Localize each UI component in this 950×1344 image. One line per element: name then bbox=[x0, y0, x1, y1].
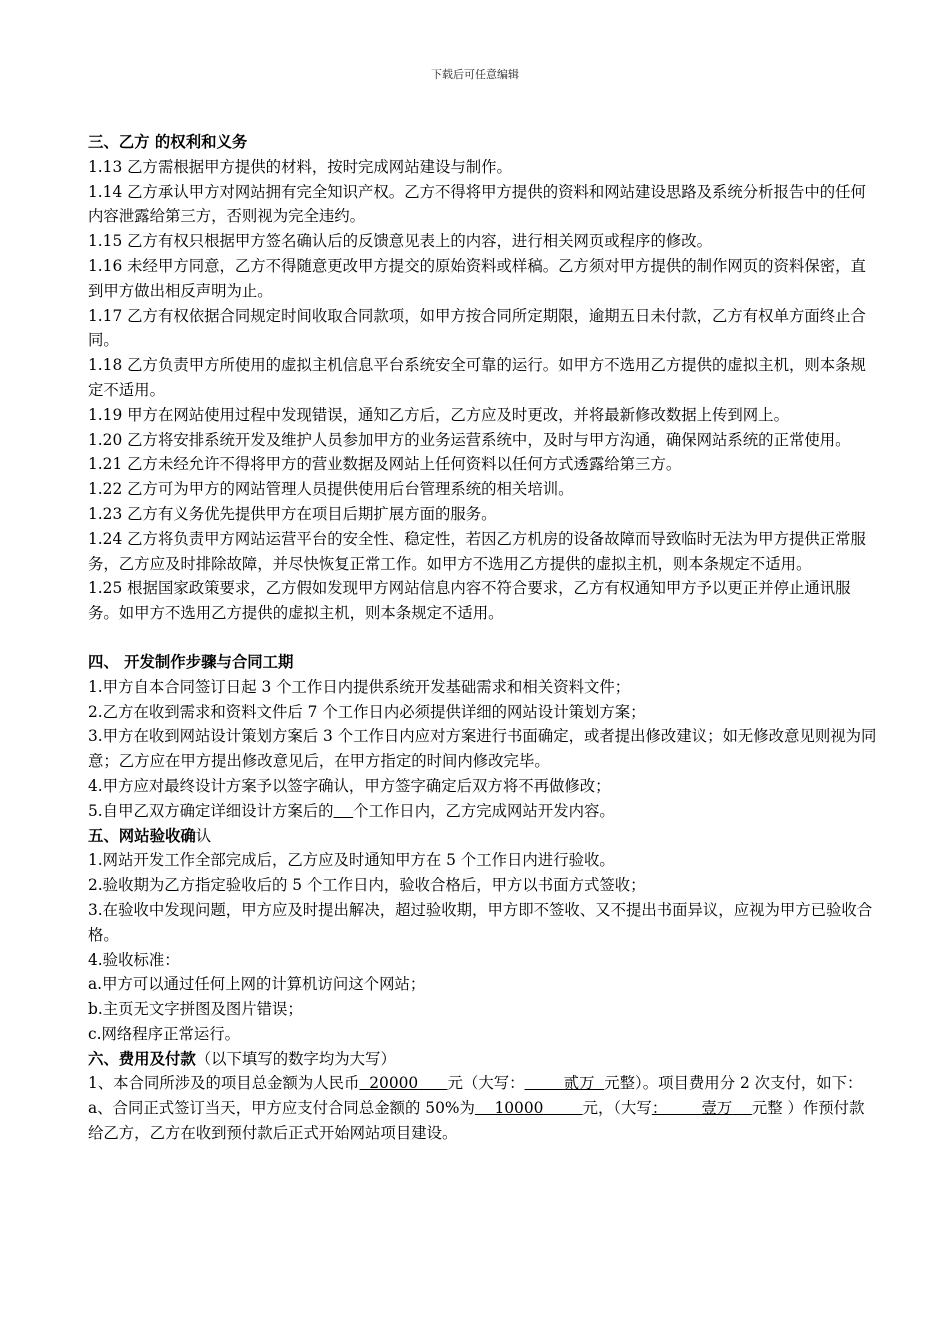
section-6-title: 六、费用及付款（以下填写的数字均为大写） bbox=[88, 1049, 396, 1068]
clause: 1.16 未经甲方同意，乙方不得随意更改甲方提交的原始资料或样稿。乙方须对甲方提供的制作网页的资料保密，直到甲方做出相反声明为止。 bbox=[88, 256, 866, 300]
acceptance-item: b.主页无文字拼图及图片错误； bbox=[88, 1000, 303, 1019]
section-5-title: 五、网站验收确认 bbox=[88, 826, 212, 845]
clause: 1.22 乙方可为甲方的网站管理人员提供使用后台管理系统的相关培训。 bbox=[88, 480, 574, 499]
section-3-title: 三、乙方 的权利和义务 bbox=[88, 133, 248, 151]
section-4-step-5: 5.自甲乙双方确定详细设计方案后的 个工作日内，乙方完成网站开发内容。 bbox=[88, 801, 615, 820]
clause: 1.14 乙方承认甲方对网站拥有完全知识产权。乙方不得将甲方提供的资料和网站建设思路及系统分析报告中的任何内容泄露给第三方，否则视为完全违约。 bbox=[88, 182, 866, 226]
acceptance-item: 2.验收期为乙方指定验收后的 5 个工作日内，验收合格后，甲方以书面方式签收； bbox=[88, 876, 646, 895]
clause: 1.23 乙方有义务优先提供甲方在项目后期扩展方面的服务。 bbox=[88, 504, 497, 523]
clause: 1.19 甲方在网站使用过程中发现错误，通知乙方后，乙方应及时更改，并将最新修改数据上传到网上。 bbox=[88, 405, 789, 424]
acceptance-item: 1.网站开发工作全部完成后，乙方应及时通知甲方在 5 个工作日内进行验收。 bbox=[88, 851, 615, 870]
clause: 1.13 乙方需根据甲方提供的材料，按时完成网站建设与制作。 bbox=[88, 157, 512, 176]
total-amount: 20000 bbox=[369, 1074, 419, 1093]
clause: 1.17 乙方有权依据合同规定时间收取合同款项，如甲方按合同所定期限，逾期五日未付款，乙方有权单方面终止合同。 bbox=[88, 306, 866, 350]
step: 3.甲方在收到网站设计策划方案后 3 个工作日内应对方案进行书面确定，或者提出修改建议；如无修改意见则视为同意；乙方应在甲方提出修改意见后，在甲方指定的时间内修改完毕。 bbox=[88, 727, 877, 771]
payment-total-clause: 1、本合同所涉及的项目总金额为人民币 20000 元（大写： 贰万 元整）。项目费用分 2 次支付，如下： bbox=[88, 1074, 863, 1093]
payment-advance-clause: a、合同正式签订当天，甲方应支付合同总金额的 50%为 10000 元，（大写： 壹万 元整 ）作预付款给乙方，乙方在收到预付款后正式开始网站项目建设。 bbox=[88, 1099, 865, 1143]
contract-body bbox=[88, 130, 878, 1146]
acceptance-item: c.网络程序正常运行。 bbox=[88, 1024, 241, 1043]
step: 4.甲方应对最终设计方案予以签字确认，甲方签字确定后双方将不再做修改； bbox=[88, 776, 611, 795]
clause: 1.15 乙方有权只根据甲方签名确认后的反馈意见表上的内容，进行相关网页或程序的修改。 bbox=[88, 232, 713, 251]
section-4-title: 四、 开发制作步骤与合同工期 bbox=[88, 652, 294, 671]
clause: 1.21 乙方未经允许不得将甲方的营业数据及网站上任何资料以任何方式透露给第三方。 bbox=[88, 455, 682, 474]
workdays-blank bbox=[334, 802, 354, 820]
page-header: 下载后可任意编辑 bbox=[431, 68, 519, 81]
acceptance-item: 4.验收标准： bbox=[88, 950, 180, 969]
total-amount-words: 贰万 bbox=[563, 1074, 595, 1093]
section-gap bbox=[88, 626, 878, 650]
clause: 1.18 乙方负责甲方所使用的虚拟主机信息平台系统安全可靠的运行。如甲方不选用乙方提供的虚拟主机，则本条规定不适用。 bbox=[88, 356, 866, 399]
acceptance-item: 3.在验收中发现问题，甲方应及时提出解决，超过验收期，甲方即不签收、又不提出书面异议，应视为甲方已验收合格。 bbox=[88, 900, 873, 944]
section-5-items bbox=[88, 848, 878, 1046]
clause: 1.25 根据国家政策要求，乙方假如发现甲方网站信息内容不符合要求，乙方有权通知甲方予以更正并停止通讯服务。如甲方不选用乙方提供的虚拟主机，则本条规定不适用。 bbox=[88, 579, 851, 623]
clause: 1.24 乙方将负责甲方网站运营平台的安全性、稳定性，若因乙方机房的设备故障而导致临时无法为甲方提供正常服务，乙方应及时排除故障，并尽快恢复正常工作。如甲方不选用乙方提供的虚拟主机，则本条规定不适用。 bbox=[88, 529, 866, 573]
step: 2.乙方在收到需求和资料文件后 7 个工作日内必须提供详细的网站设计策划方案； bbox=[88, 702, 646, 721]
step: 1.甲方自本合同签订日起 3 个工作日内提供系统开发基础需求和相关资料文件； bbox=[88, 677, 631, 696]
clause: 1.20 乙方将安排系统开发及维护人员参加甲方的业务运营系统中，及时与甲方沟通，确保网站系统的正常使用。 bbox=[88, 430, 851, 449]
acceptance-item: a.甲方可以通过任何上网的计算机访问这个网站； bbox=[88, 975, 426, 994]
advance-amount: 10000 bbox=[494, 1099, 544, 1118]
advance-amount-words: ： 壹万 bbox=[651, 1099, 733, 1118]
section-3-clauses bbox=[88, 155, 878, 626]
section-4-steps bbox=[88, 675, 878, 799]
